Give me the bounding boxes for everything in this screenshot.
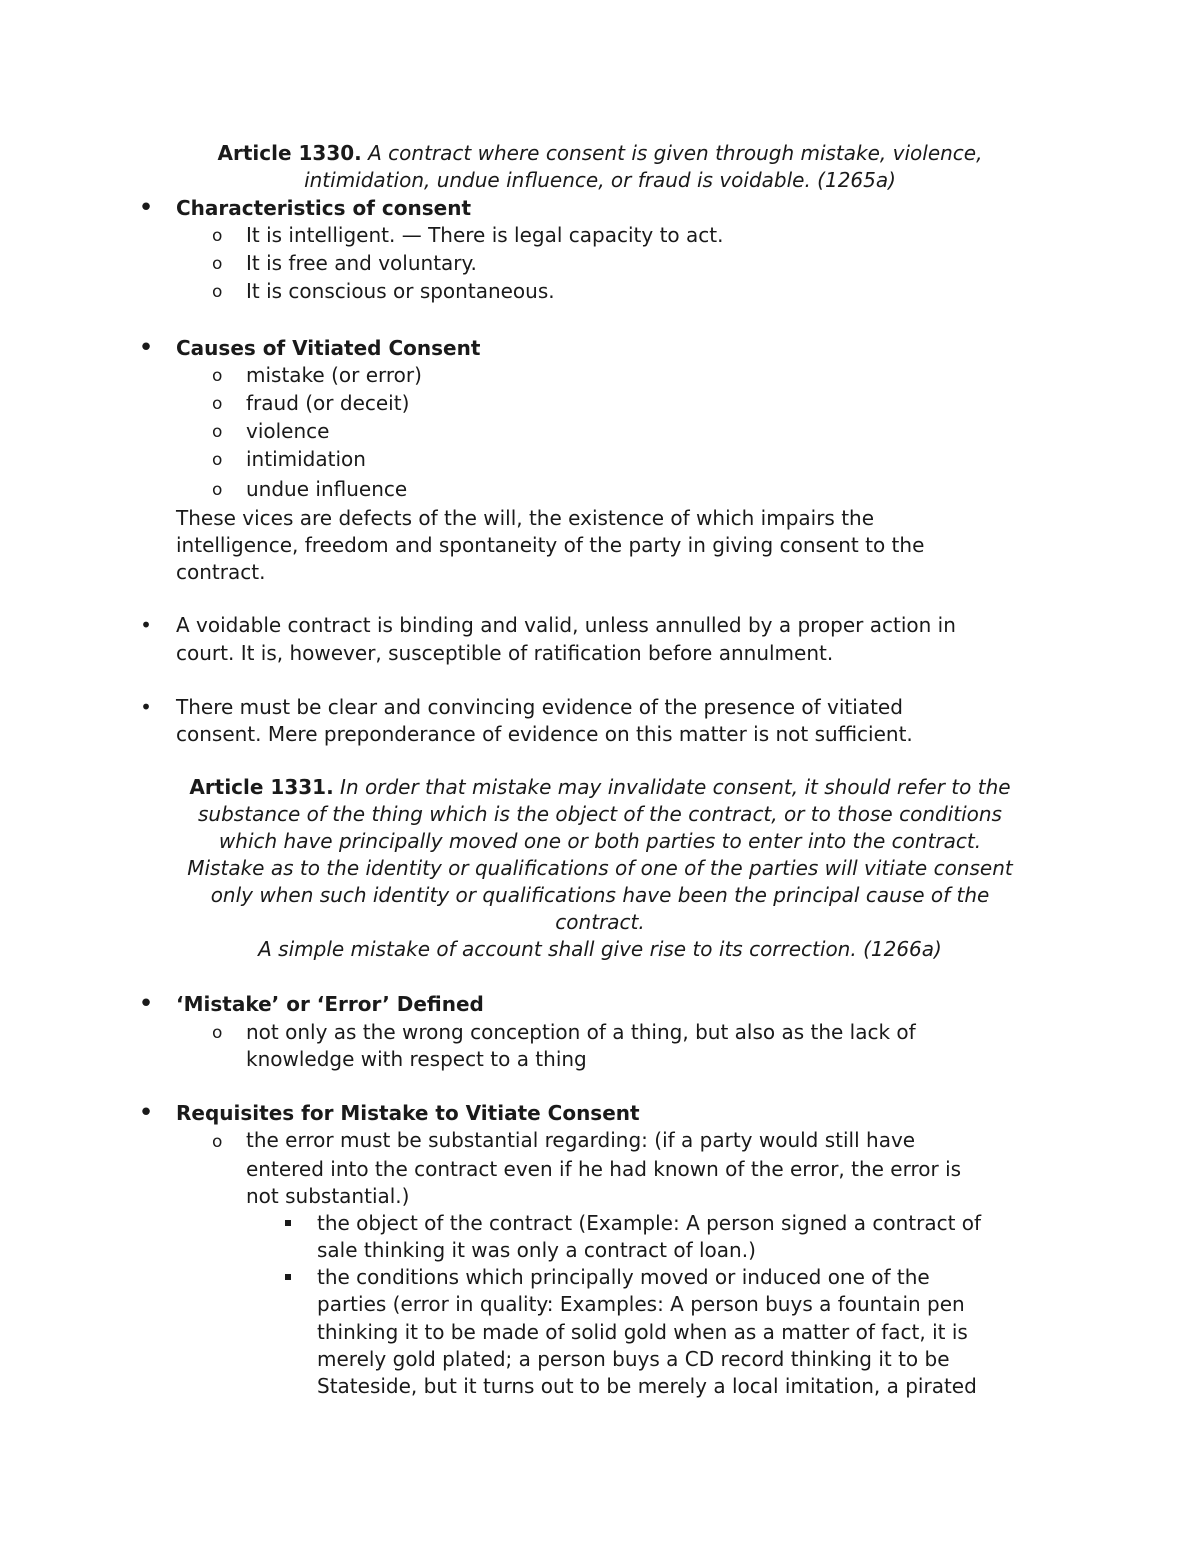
bullet-icon: • xyxy=(140,613,152,637)
requisites-item-line: entered into the contract even if he had known of the error, the error is xyxy=(246,1157,962,1181)
sub-bullet-icon: o xyxy=(212,422,223,442)
sub-item-line: merely gold plated; a person buys a CD record thinking it to be xyxy=(317,1347,950,1371)
sub-bullet-icon: o xyxy=(212,450,223,470)
requisites-heading: Requisites for Mistake to Vitiate Consent xyxy=(176,1101,640,1125)
characteristics-heading: Characteristics of consent xyxy=(176,196,472,220)
bullet-icon: • xyxy=(138,193,154,223)
mistake-defined-line: not only as the wrong conception of a thing, but also as the lack of xyxy=(246,1020,916,1044)
list-item: It is conscious or spontaneous. xyxy=(246,279,555,303)
sub-item-line: the object of the contract (Example: A person signed a contract of xyxy=(317,1211,982,1235)
mistake-defined-line: knowledge with respect to a thing xyxy=(246,1047,587,1071)
sub-bullet-icon: o xyxy=(212,480,223,500)
voidable-line: court. It is, however, susceptible of ratification before annulment. xyxy=(176,641,834,665)
article-1331-line1: Article 1331. In order that mistake may invalidate consent, it should refer to the xyxy=(189,775,1011,799)
sub-bullet-icon: o xyxy=(212,1132,223,1152)
list-item: mistake (or error) xyxy=(246,363,422,387)
sub-bullet-icon: o xyxy=(212,1023,223,1043)
bullet-icon: • xyxy=(140,695,152,719)
list-item: It is intelligent. — There is legal capacity to act. xyxy=(246,223,724,247)
square-bullet-icon xyxy=(285,1220,291,1226)
list-item: fraud (or deceit) xyxy=(246,391,410,415)
voidable-line: A voidable contract is binding and valid, unless annulled by a proper action in xyxy=(176,613,956,637)
article-1331 xyxy=(100,774,1100,963)
sub-bullet-icon: o xyxy=(212,394,223,414)
sub-item-line: thinking it to be made of solid gold when as a matter of fact, it is xyxy=(317,1320,968,1344)
requisites-item-line: not substantial.) xyxy=(246,1184,410,1208)
bullet-icon: • xyxy=(138,989,154,1019)
sub-bullet-icon: o xyxy=(212,282,223,302)
evidence-line: There must be clear and convincing evidence of the presence of vitiated xyxy=(176,695,903,719)
sub-bullet-icon: o xyxy=(212,366,223,386)
sub-item-line: the conditions which principally moved or induced one of the xyxy=(317,1265,930,1289)
article-1330-line1: Article 1330. A contract where consent is given through mistake, violence, xyxy=(217,141,983,165)
evidence-line: consent. Mere preponderance of evidence on this matter is not sufficient. xyxy=(176,722,913,746)
list-item: intimidation xyxy=(246,447,366,471)
article-1331-line: Mistake as to the identity or qualifications of one of the parties will vitiate consent xyxy=(187,856,1013,880)
sub-item-line: sale thinking it was only a contract of loan.) xyxy=(317,1238,756,1262)
causes-heading: Causes of Vitiated Consent xyxy=(176,336,481,360)
bullet-icon: • xyxy=(138,1098,154,1128)
article-1331-line: only when such identity or qualifications have been the principal cause of the xyxy=(210,883,990,907)
sub-item-line: Stateside, but it turns out to be merely a local imitation, a pirated xyxy=(317,1374,977,1398)
article-1330-line2: intimidation, undue influence, or fraud is voidable. (1265a) xyxy=(304,168,896,192)
article-1331-line: substance of the thing which is the object of the contract, or to those conditions xyxy=(198,802,1002,826)
causes-note-line: intelligence, freedom and spontaneity of the party in giving consent to the xyxy=(176,533,925,557)
sub-bullet-icon: o xyxy=(212,254,223,274)
causes-note-line: These vices are defects of the will, the existence of which impairs the xyxy=(176,506,875,530)
article-1331-line: A simple mistake of account shall give rise to its correction. (1266a) xyxy=(258,937,942,961)
mistake-defined-heading: ‘Mistake’ or ‘Error’ Defined xyxy=(176,992,484,1016)
list-item: undue influence xyxy=(246,477,408,501)
list-item: It is free and voluntary. xyxy=(246,251,477,275)
requisites-item-line: the error must be substantial regarding: (if a party would still have xyxy=(246,1128,916,1152)
causes-note-line: contract. xyxy=(176,560,266,584)
bullet-icon: • xyxy=(138,333,154,363)
sub-bullet-icon: o xyxy=(212,226,223,246)
article-1331-line: contract. xyxy=(555,910,645,934)
article-1330-number: Article 1330. xyxy=(217,141,362,165)
article-1331-line: which have principally moved one or both parties to enter into the contract. xyxy=(218,829,982,853)
square-bullet-icon xyxy=(285,1274,291,1280)
list-item: violence xyxy=(246,419,330,443)
article-1331-number: Article 1331. xyxy=(189,775,334,799)
article-1330 xyxy=(100,140,1100,194)
sub-item-line: parties (error in quality: Examples: A person buys a fountain pen xyxy=(317,1292,965,1316)
